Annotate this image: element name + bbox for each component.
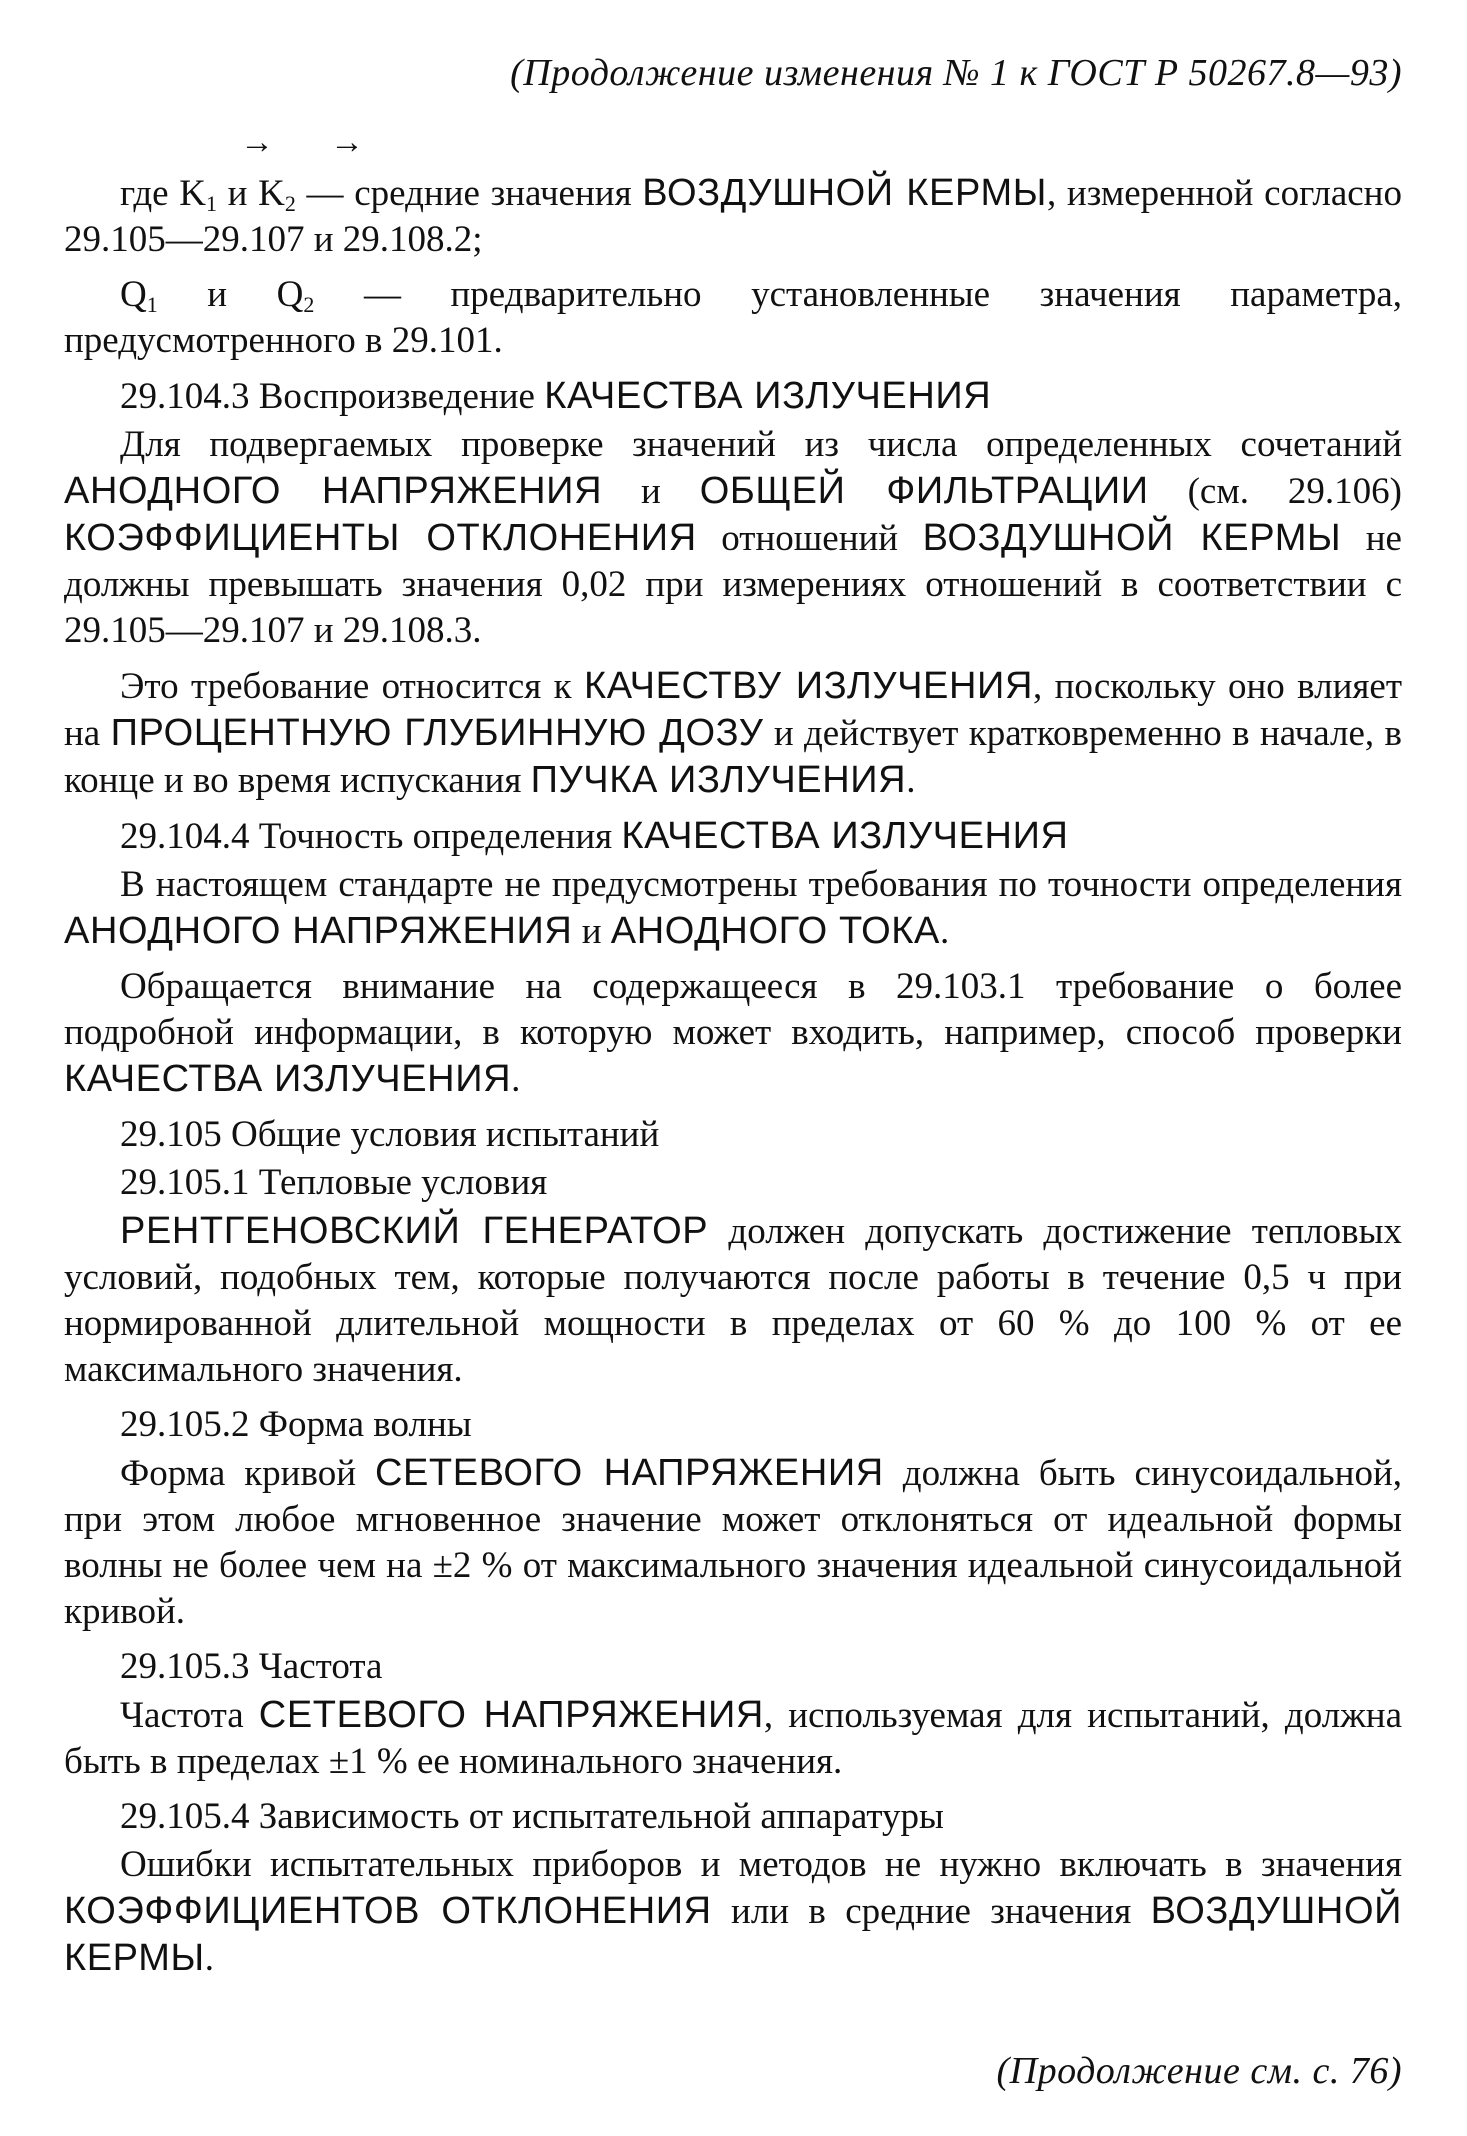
paragraph-reproducibility: Для подвергаемых проверке значений из числа определенных сочетаний АНОДНОГО НАПРЯЖЕНИЯ и ОБЩЕЙ ФИЛЬТРАЦИИ (см. 29.106) КОЭФФИЦИЕНТЫ ОТКЛОНЕНИЯ отношений ВОЗДУШНОЙ КЕРМЫ не должны превышать значения 0,02 при измерениях отношений в соответствии с 29.105—29.107 и 29.108.3. [64, 424, 1402, 651]
term-radiation-quality: КАЧЕСТВА ИЗЛУЧЕНИЯ [544, 375, 992, 417]
paragraph-accuracy: В настоящем стандарте не предусмотрены требования по точности определения АНОДНОГО НАПРЯЖЕНИЯ и АНОДНОГО ТОКА. [64, 864, 1402, 952]
section-heading-29-104-4: 29.104.4 Точность определения КАЧЕСТВА ИЗЛУЧЕНИЯ [120, 815, 1069, 857]
section-heading-29-104-3: 29.104.3 Воспроизведение КАЧЕСТВА ИЗЛУЧЕНИЯ [120, 375, 992, 417]
page-header: (Продолжение изменения № 1 к ГОСТ Р 50267.8—93) [510, 52, 1402, 94]
paragraph-frequency: Частота СЕТЕВОГО НАПРЯЖЕНИЯ, используемая для испытаний, должна быть в пределах ±1 % ее номинального значения. [64, 1694, 1402, 1782]
paragraph-thermal-conditions: РЕНТГЕНОВСКИЙ ГЕНЕРАТОР должен допускать достижение тепловых условий, подобных тем, которые получаются после работы в течение 0,5 ч при нормированной длительной мощности в пределах от 60 % до 100 % от ее максимального значения. [64, 1210, 1402, 1390]
document-page [64, 50, 1402, 1991]
vector-arrow-k2-icon: → [330, 124, 364, 161]
page-footer: (Продолжение см. с. 76) [996, 2050, 1402, 2092]
section-heading-29-105-3: 29.105.3 Частота [120, 1646, 383, 1687]
paragraph-q-definition: $Q_1$ и $Q_2$ — предварительно установленные значения параметра, предусмотренного в 29.101. [64, 274, 1402, 361]
paragraph-requirement-note: Это требование относится к КАЧЕСТВУ ИЗЛУЧЕНИЯ, поскольку оно влияет на ПРОЦЕНТНУЮ ГЛУБИННУЮ ДОЗУ и действует кратковременно в начале, в конце и во время испускания ПУЧКА ИЗЛУЧЕНИЯ. [64, 665, 1402, 801]
vector-arrow-k1-icon: → [240, 124, 274, 161]
section-heading-29-105: 29.105 Общие условия испытаний [120, 1114, 660, 1155]
section-heading-29-105-2: 29.105.2 Форма волны [120, 1404, 472, 1445]
paragraph-k-definition: где $K_1$ и $K_2$ — средние значения ВОЗДУШНОЙ КЕРМЫ, измеренной согласно 29.105—29.107 и 29.108.2; [64, 172, 1402, 260]
vector-arrows [64, 124, 1402, 170]
paragraph-test-equipment: Ошибки испытательных приборов и методов не нужно включать в значения КОЭФФИЦИЕНТОВ ОТКЛОНЕНИЯ или в средние значения ВОЗДУШНОЙ КЕРМЫ. [64, 1844, 1403, 1979]
paragraph-attention: Обращается внимание на содержащееся в 29.103.1 требование о более подробной информации, в которую может входить, например, способ проверки КАЧЕСТВА ИЗЛУЧЕНИЯ. [64, 966, 1402, 1100]
paragraph-waveform: Форма кривой СЕТЕВОГО НАПРЯЖЕНИЯ должна быть синусоидальной, при этом любое мгновенное значение может отклоняться от идеальной формы волны не более чем на ±2 % от максимального значения идеальной синусоидальной кривой. [64, 1452, 1402, 1632]
term-air-kerma: ВОЗДУШНОЙ КЕРМЫ [642, 172, 1047, 214]
section-heading-29-105-4: 29.105.4 Зависимость от испытательной аппаратуры [120, 1796, 944, 1837]
section-heading-29-105-1: 29.105.1 Тепловые условия [120, 1162, 548, 1203]
